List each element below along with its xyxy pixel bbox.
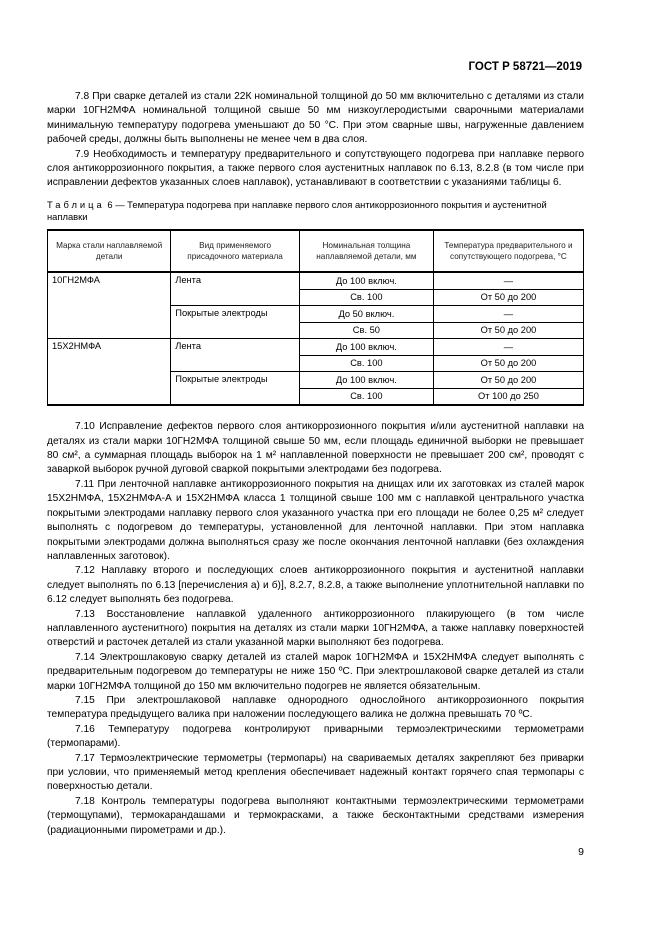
paragraph-7-16: 7.16 Температуру подогрева контролируют приварными термоэлектрическими термометрами (термопарами). [47, 723, 584, 750]
table-header-row [48, 230, 584, 272]
cell-material: Лента [171, 339, 300, 372]
cell-thickness: Св. 100 [299, 388, 433, 405]
cell-thickness: До 100 включ. [299, 339, 433, 356]
paragraph-7-9: 7.9 Необходимость и температуру предварительного и сопутствующего подогрева при наплавке первого слоя антикоррозионного покрытия, а также первого слоя аустенитных наплавок по 6.13, 8.2.8 (в том числе при исправлении дефектов указанных слоев наплавок), устанавливают в соответствии с указаниями таблицы 6. [47, 148, 584, 189]
cell-material: Лента [171, 272, 300, 306]
cell-temperature: От 50 до 200 [433, 355, 583, 372]
cell-thickness: Св. 100 [299, 289, 433, 306]
cell-temperature: От 50 до 200 [433, 322, 583, 339]
page-number: 9 [578, 846, 584, 858]
cell-thickness: Св. 50 [299, 322, 433, 339]
header-steel-grade: Марка стали наплавляемой детали [48, 230, 171, 272]
header-preheat-temperature: Температура предварительного и сопутствующего подогрева, °С [433, 230, 583, 272]
cell-temperature: От 50 до 200 [433, 289, 583, 306]
paragraph-7-18: 7.18 Контроль температуры подогрева выполняют контактными термоэлектрическими термометрами (термощупами), термокарандашами и термокрасками, а также бесконтактными средствами измерения (радиационными пирометрами и др.). [47, 795, 584, 836]
table-row [48, 272, 584, 289]
cell-thickness: Св. 100 [299, 355, 433, 372]
paragraph-7-11: 7.11 При ленточной наплавке антикоррозионного покрытия на днищах или их заготовках из сталей марок 15Х2НМФА, 15Х2НМФА-А и 15Х2НМФА класса 1 толщиной свыше 100 мм с наплавкой центрального участка покрытыми электродами наплавку первого слоя указанного участка при его площади не более 0,25 м² следует выполнять с подогревом до температуры, установленной для ленточной наплавки. При этом наплавка покрытыми электродами должна выполняться сразу же после окончания ленточной наплавки (без охлаждения наплавленных заготовок). [47, 478, 584, 562]
paragraph-7-12: 7.12 Наплавку второго и последующих слоев антикоррозионного покрытия и аустенитной наплавки следует выполнять по 6.13 [перечисления а) и б)], 8.2.7, 8.2.8, а также выполнение уплотнительной наплавки по 6.12 следует выполнять без подогрева. [47, 565, 584, 606]
cell-material: Покрытые электроды [171, 372, 300, 406]
document-id: ГОСТ Р 58721—2019 [468, 61, 582, 73]
cell-temperature: — [433, 306, 583, 323]
cell-temperature: — [433, 339, 583, 356]
header-nominal-thickness: Номинальная толщина наплавляемой детали, мм [299, 230, 433, 272]
cell-thickness: До 100 включ. [299, 372, 433, 389]
cell-temperature: — [433, 272, 583, 289]
cell-steel: 15Х2НМФА [48, 339, 171, 406]
paragraph-7-14: 7.14 Электрошлаковую сварку деталей из сталей марок 10ГН2МФА и 15Х2НМФА следует выполнять с предварительным подогревом до температуры не ниже 150 ºС. При электрошлаковой сварке деталей из стали марки 10ГН2МФА толщиной до 150 мм включительно подогрев не является обязательным. [47, 651, 584, 692]
cell-thickness: До 50 включ. [299, 306, 433, 323]
paragraph-7-15: 7.15 При электрошлаковой наплавке однородного однослойного антикоррозионного покрытия температура предыдущего валика при наложении последующего валика не должна превышать 70 ºС. [47, 694, 584, 721]
paragraph-7-13: 7.13 Восстановление наплавкой удаленного антикоррозионного плакирующего (в том числе наплавленного аустенитного) покрытия на деталях из стали марки 10ГН2МФА, а также наплавку поверхностей отверстий и расточек деталей из стали указанной марки выполняют без подогрева. [47, 608, 584, 649]
paragraph-7-17: 7.17 Термоэлектрические термометры (термопары) на свариваемых деталях закрепляют без приварки при условии, что применяемый метод крепления обеспечивает надежный контакт горячего спая термопары с поверхностью детали. [47, 752, 584, 793]
paragraph-7-10: 7.10 Исправление дефектов первого слоя антикоррозионного покрытия и/или аустенитной наплавки на деталях из стали марки 10ГН2МФА толщиной свыше 50 мм, если площадь единичной выборки не превышает 80 см², а суммарная площадь выборок на 1 м² наплавленной поверхности не превышает 200 см², проводят с заваркой выборок ручной дуговой сваркой покрытыми электродами без подогрева. [47, 421, 584, 476]
preheat-temperature-table [47, 229, 584, 406]
cell-thickness: До 100 включ. [299, 272, 433, 289]
table-caption-text: 6 — Температура подогрева при наплавке первого слоя антикоррозионного покрытия и аустенитной наплавки [47, 198, 547, 223]
header-filler-material: Вид применяемого присадочного материала [171, 230, 300, 272]
table-row [48, 339, 584, 356]
cell-temperature: От 100 до 250 [433, 388, 583, 405]
cell-steel: 10ГН2МФА [48, 272, 171, 339]
cell-material: Покрытые электроды [171, 306, 300, 339]
cell-temperature: От 50 до 200 [433, 372, 583, 389]
table-caption [47, 199, 584, 223]
paragraph-7-8: 7.8 При сварке деталей из стали 22К номинальной толщиной до 50 мм включительно с деталями из стали марки 10ГН2МФА номинальной толщиной свыше 50 мм низкоуглеродистыми сварочными материалами минимальную температуру подогрева уменьшают до 50 °С. При этом сварные швы, нагруженные давлением рабочей среды, должны быть выполнены не менее чем в два слоя. [47, 91, 584, 146]
page-content [47, 90, 584, 838]
table-caption-label: Таблица [47, 198, 105, 210]
